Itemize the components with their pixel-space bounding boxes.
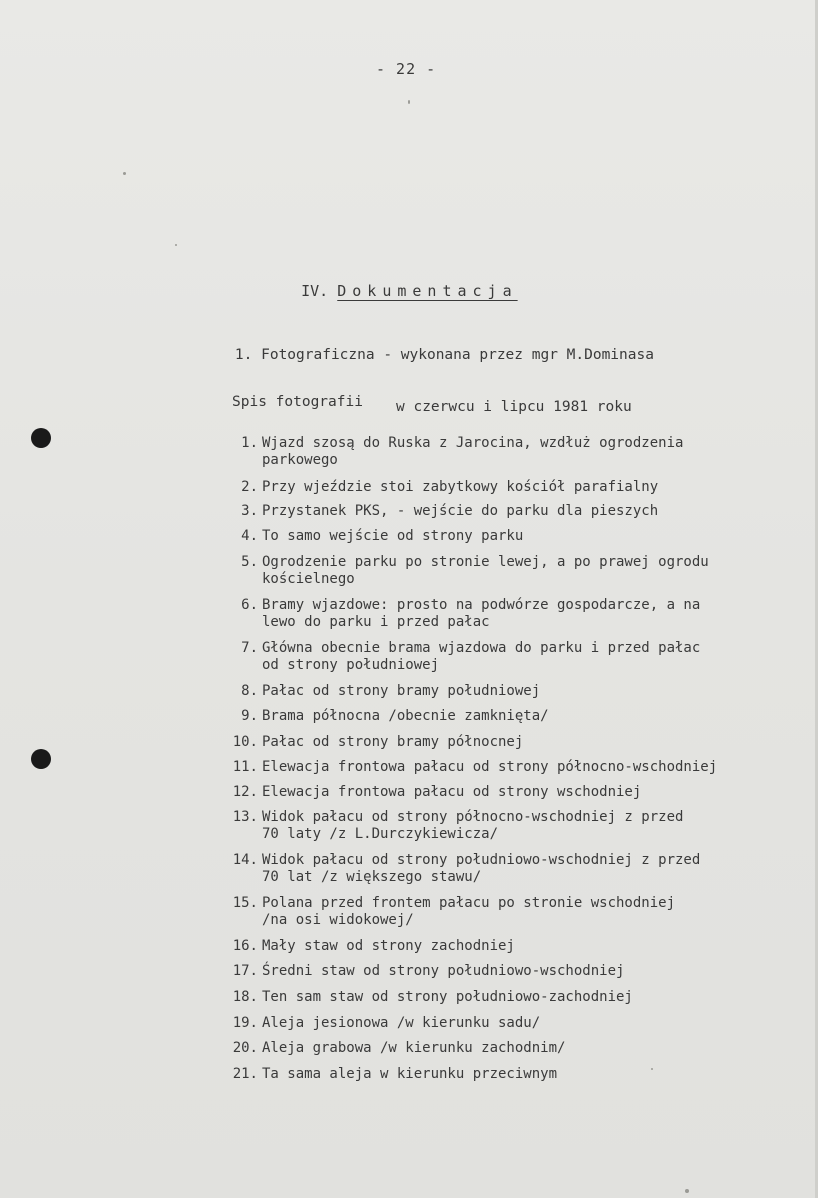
- paper-speck: [123, 172, 126, 175]
- item-text: Widok pałacu od strony północno-wschodniej z przed 70 laty /z L.Durczykiewicza/: [262, 809, 684, 842]
- list-item: [212, 640, 812, 674]
- list-item: [212, 528, 812, 545]
- page-number: - 22 -: [376, 60, 437, 78]
- section-numeral: IV.: [301, 282, 329, 300]
- item-text: Ogrodzenie parku po stronie lewej, a po prawej ogrodu kościelnego: [262, 554, 709, 587]
- list-item: [212, 1015, 812, 1032]
- item-number: 17.: [232, 963, 258, 979]
- item-text: Elewacja frontowa pałacu od strony północno-wschodniej: [262, 759, 718, 775]
- item-number: 19.: [232, 1015, 258, 1031]
- list-item: [212, 895, 812, 929]
- item-text: Aleja grabowa /w kierunku zachodnim/: [262, 1040, 566, 1056]
- item-number: 20.: [232, 1040, 258, 1056]
- list-item: [212, 759, 812, 776]
- item-text: Pałac od strony bramy północnej: [262, 734, 524, 750]
- item-text: Wjazd szosą do Ruska z Jarocina, wzdłuż ogrodzenia parkowego: [262, 435, 684, 468]
- list-item: [212, 809, 812, 843]
- item-text: Średni staw od strony południowo-wschodniej: [262, 963, 625, 979]
- item-number: 3.: [241, 503, 258, 519]
- item-number: 8.: [241, 683, 258, 699]
- list-item: [212, 708, 812, 725]
- item-number: 13.: [232, 809, 258, 825]
- section-heading: [265, 264, 518, 318]
- item-text: Ten sam staw od strony południowo-zachodniej: [262, 989, 633, 1005]
- item-number: 16.: [232, 938, 258, 954]
- item-number: 4.: [241, 528, 258, 544]
- item-text: Bramy wjazdowe: prosto na podwórze gospodarcze, a na lewo do parku i przed pałac: [262, 597, 701, 630]
- list-item: [212, 734, 812, 751]
- list-item: [212, 938, 812, 955]
- item-text: Przystanek PKS, - wejście do parku dla pieszych: [262, 503, 659, 519]
- item-text: Elewacja frontowa pałacu od strony wschodniej: [262, 784, 642, 800]
- item-text: Widok pałacu od strony południowo-wschodniej z przed 70 lat /z większego stawu/: [262, 852, 701, 885]
- list-item: [212, 989, 812, 1006]
- item-number: 10.: [232, 734, 258, 750]
- paper-speck: [651, 1068, 653, 1070]
- list-item: [212, 963, 812, 980]
- list-item: [212, 683, 812, 700]
- item-text: Przy wjeździe stoi zabytkowy kościół parafialny: [262, 479, 659, 495]
- list-item: [212, 852, 812, 886]
- list-item: [212, 1040, 812, 1057]
- item-number: 6.: [241, 597, 258, 613]
- list-item: [212, 554, 812, 588]
- item-number: 2.: [241, 479, 258, 495]
- item-text: Polana przed frontem pałacu po stronie wschodniej /na osi widokowej/: [262, 895, 676, 928]
- subsection-line2: w czerwcu i lipcu 1981 roku: [396, 399, 632, 415]
- list-item: [212, 503, 812, 520]
- item-number: 15.: [232, 895, 258, 911]
- list-item: [212, 784, 812, 801]
- item-text: Mały staw od strony zachodniej: [262, 938, 515, 954]
- paper-speck: [408, 100, 410, 104]
- item-text: Aleja jesionowa /w kierunku sadu/: [262, 1015, 541, 1031]
- item-text: Brama północna /obecnie zamknięta/: [262, 708, 549, 724]
- item-text: Ta sama aleja w kierunku przeciwnym: [262, 1066, 558, 1082]
- punch-hole: [31, 749, 51, 769]
- punch-hole: [31, 428, 51, 448]
- item-number: 7.: [241, 640, 258, 656]
- list-item: [212, 597, 812, 631]
- item-number: 11.: [232, 759, 258, 775]
- item-number: 5.: [241, 554, 258, 570]
- item-number: 12.: [232, 784, 258, 800]
- subsection-line1: 1. Fotograficzna - wykonana przez mgr M.Dominasa: [234, 347, 654, 363]
- item-number: 1.: [241, 435, 258, 451]
- section-title: Dokumentacja: [337, 282, 518, 300]
- paper-speck: [685, 1189, 689, 1193]
- item-number: 21.: [232, 1066, 258, 1082]
- item-number: 9.: [241, 708, 258, 724]
- item-text: Pałac od strony bramy południowej: [262, 683, 541, 699]
- paper-speck: [175, 244, 177, 246]
- list-item: [212, 479, 812, 496]
- item-text: Główna obecnie brama wjazdowa do parku i przed pałac od strony południowej: [262, 640, 701, 673]
- item-number: 18.: [232, 989, 258, 1005]
- list-title: Spis fotografii: [232, 394, 363, 410]
- item-text: To samo wejście od strony parku: [262, 528, 524, 544]
- list-item: [212, 1066, 812, 1083]
- item-number: 14.: [232, 852, 258, 868]
